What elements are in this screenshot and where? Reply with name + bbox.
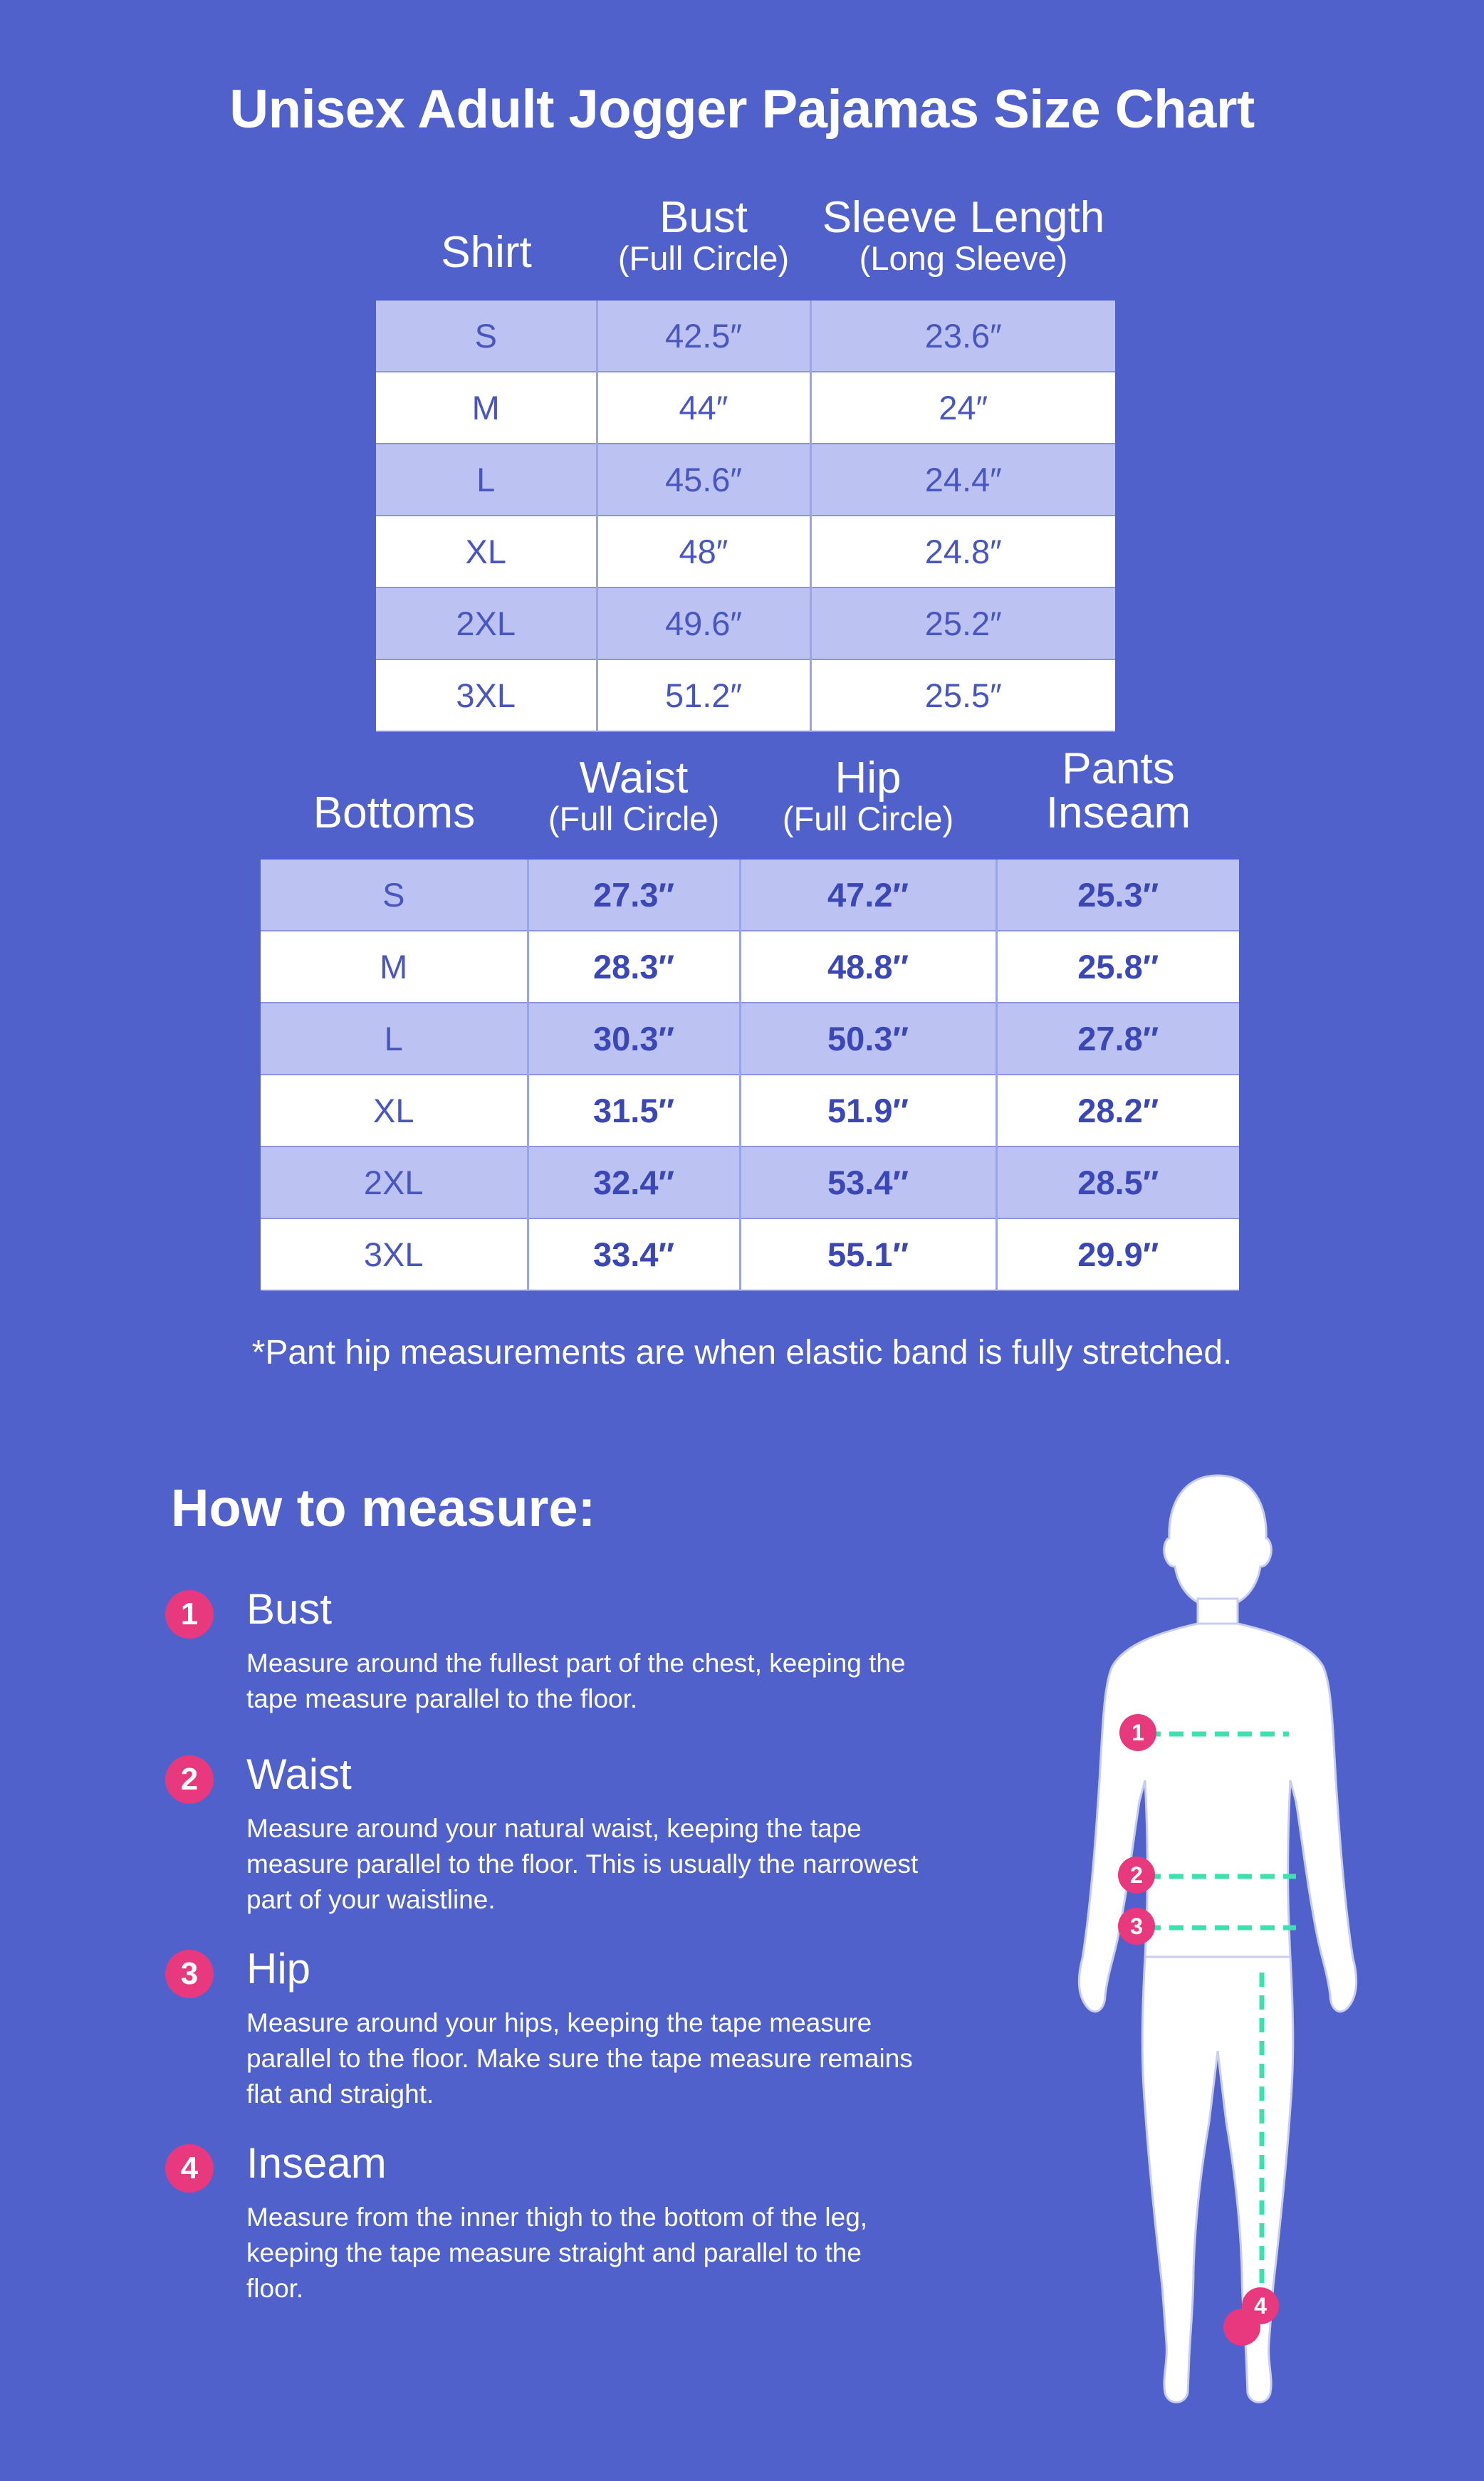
measurement-cell: 33.4″ [528, 1218, 740, 1290]
size-cell: XL [376, 516, 597, 587]
bottoms-col-hip-title: Hip [835, 753, 902, 803]
measurement-cell: 49.6″ [597, 587, 810, 659]
step-number-badge: 3 [165, 1950, 214, 1998]
step-description [246, 2200, 1044, 2307]
bottoms-col-inseam-sub: Inseam [1045, 788, 1191, 837]
step-description-line: Measure around your natural waist, keeping the tape [246, 1814, 862, 1843]
inseam-marker-label: 4 [1254, 2293, 1267, 2319]
measurement-cell: 51.9″ [740, 1075, 996, 1147]
bottoms-label: Bottoms [313, 788, 476, 837]
table-row [376, 516, 1115, 587]
step-description-line: parallel to the floor. Make sure the tape measure remains [246, 2044, 913, 2073]
size-cell: 2XL [376, 587, 597, 659]
bottoms-col-waist-title: Waist [579, 753, 689, 803]
table-row [261, 860, 1239, 931]
bottoms-col-waist [528, 753, 740, 837]
table-row [261, 931, 1239, 1003]
measurement-cell: 24″ [810, 372, 1115, 444]
step-inseam [165, 2138, 1034, 2309]
measurement-cell: 30.3″ [528, 1003, 740, 1075]
table-row [376, 444, 1115, 516]
step-number-badge: 4 [165, 2144, 214, 2193]
shirt-col-bust-title: Bust [659, 193, 748, 242]
step-title: Waist [246, 1750, 352, 1798]
shirt-label: Shirt [441, 228, 532, 277]
measurement-cell: 31.5″ [528, 1075, 740, 1147]
shirt-col-bust-sub: (Full Circle) [617, 239, 790, 277]
size-cell: M [261, 931, 528, 1003]
table-row [261, 1147, 1239, 1218]
measurement-cell: 55.1″ [740, 1218, 996, 1290]
measurement-cell: 27.3″ [528, 860, 740, 931]
shirt-table-header [376, 192, 1117, 285]
measurement-cell: 24.4″ [810, 444, 1115, 516]
step-title: Inseam [246, 2139, 387, 2187]
size-cell: 3XL [261, 1218, 528, 1290]
bottoms-size-table [261, 744, 1240, 1294]
step-description-line: measure parallel to the floor. This is usually the narrowest [246, 1849, 919, 1879]
figure-torso [1079, 1624, 1356, 2012]
figure-head [1164, 1475, 1272, 1608]
step-bust [165, 1584, 1034, 1720]
figure-legs [1142, 1957, 1293, 2403]
step-number-badge: 2 [165, 1755, 214, 1804]
bottoms-col-inseam-title: Pants [1062, 744, 1175, 793]
measurement-cell: 50.3″ [740, 1003, 996, 1075]
measurement-cell: 48″ [597, 516, 810, 587]
measurement-cell: 51.2″ [597, 659, 810, 731]
body-silhouette-figure [1068, 1467, 1367, 2414]
measurement-cell: 42.5″ [597, 301, 810, 372]
shirt-col-bust [597, 193, 810, 277]
step-description-line: keeping the tape measure straight and parallel to the [246, 2238, 862, 2267]
size-cell: 2XL [261, 1147, 528, 1218]
step-description-line: part of your waistline. [246, 1885, 496, 1914]
step-title: Hip [246, 1945, 311, 1992]
page-title: Unisex Adult Jogger Pajamas Size Chart [229, 79, 1255, 140]
size-cell: S [261, 860, 528, 931]
table-row [376, 587, 1115, 659]
step-description-line: Measure around the fullest part of the chest, keeping the [246, 1649, 906, 1678]
bottoms-col-inseam [996, 744, 1240, 837]
bottoms-col-hip-sub: (Full Circle) [782, 800, 954, 837]
size-cell: S [376, 301, 597, 372]
measurement-cell: 29.9″ [996, 1218, 1239, 1290]
step-title: Bust [246, 1585, 333, 1633]
bottoms-table-body [261, 860, 1239, 1291]
size-cell: L [376, 444, 597, 516]
measurement-cell: 28.2″ [996, 1075, 1239, 1147]
measurement-cell: 25.8″ [996, 931, 1239, 1003]
waist-marker-label: 2 [1130, 1862, 1143, 1888]
shirt-col-sleeve-sub: (Long Sleeve) [859, 239, 1068, 277]
bottoms-col-waist-sub: (Full Circle) [548, 800, 720, 837]
shirt-table-body [376, 301, 1115, 732]
measurement-cell: 25.3″ [996, 860, 1239, 931]
measurement-cell: 44″ [597, 372, 810, 444]
shirt-col-sleeve-title: Sleeve Length [822, 193, 1105, 242]
hip-marker-label: 3 [1130, 1913, 1143, 1939]
step-hip [165, 1944, 1034, 2115]
table-row [261, 1218, 1239, 1290]
step-description-line: floor. [246, 2274, 304, 2303]
measurement-cell: 28.3″ [528, 931, 740, 1003]
step-description-line: Measure around your hips, keeping the tape measure [246, 2008, 872, 2037]
measurement-cell: 23.6″ [810, 301, 1115, 372]
step-description-line: flat and straight. [246, 2079, 434, 2109]
hip-footnote: *Pant hip measurements are when elastic band is fully stretched. [251, 1334, 1233, 1372]
measurement-cell: 48.8″ [740, 931, 996, 1003]
how-to-measure-heading: How to measure: [171, 1478, 596, 1537]
step-waist [165, 1750, 1034, 1921]
step-description-line: tape measure parallel to the floor. [246, 1684, 638, 1713]
table-row [376, 659, 1115, 731]
step-description [246, 2005, 1044, 2112]
size-cell: 3XL [376, 659, 597, 731]
bottoms-col-hip [740, 753, 996, 837]
measurement-cell: 45.6″ [597, 444, 810, 516]
table-row [261, 1003, 1239, 1075]
step-description [246, 1646, 1044, 1717]
size-cell: L [261, 1003, 528, 1075]
measurement-cell: 27.8″ [996, 1003, 1239, 1075]
measurement-cell: 53.4″ [740, 1147, 996, 1218]
bust-marker-label: 1 [1132, 1720, 1144, 1745]
step-description-line: Measure from the inner thigh to the bottom of the leg, [246, 2203, 868, 2232]
bottoms-table-header [261, 744, 1240, 845]
shirt-size-table [376, 192, 1117, 733]
measurement-cell: 47.2″ [740, 860, 996, 931]
shirt-col-sleeve [810, 193, 1117, 277]
measurement-cell: 24.8″ [810, 516, 1115, 587]
table-row [261, 1075, 1239, 1147]
measurement-cell: 25.2″ [810, 587, 1115, 659]
size-cell: M [376, 372, 597, 444]
table-row [376, 301, 1115, 372]
size-cell: XL [261, 1075, 528, 1147]
measurement-cell: 25.5″ [810, 659, 1115, 731]
table-row [376, 372, 1115, 444]
step-description [246, 1811, 1044, 1918]
step-number-badge: 1 [165, 1590, 214, 1639]
measurement-cell: 32.4″ [528, 1147, 740, 1218]
measurement-cell: 28.5″ [996, 1147, 1239, 1218]
